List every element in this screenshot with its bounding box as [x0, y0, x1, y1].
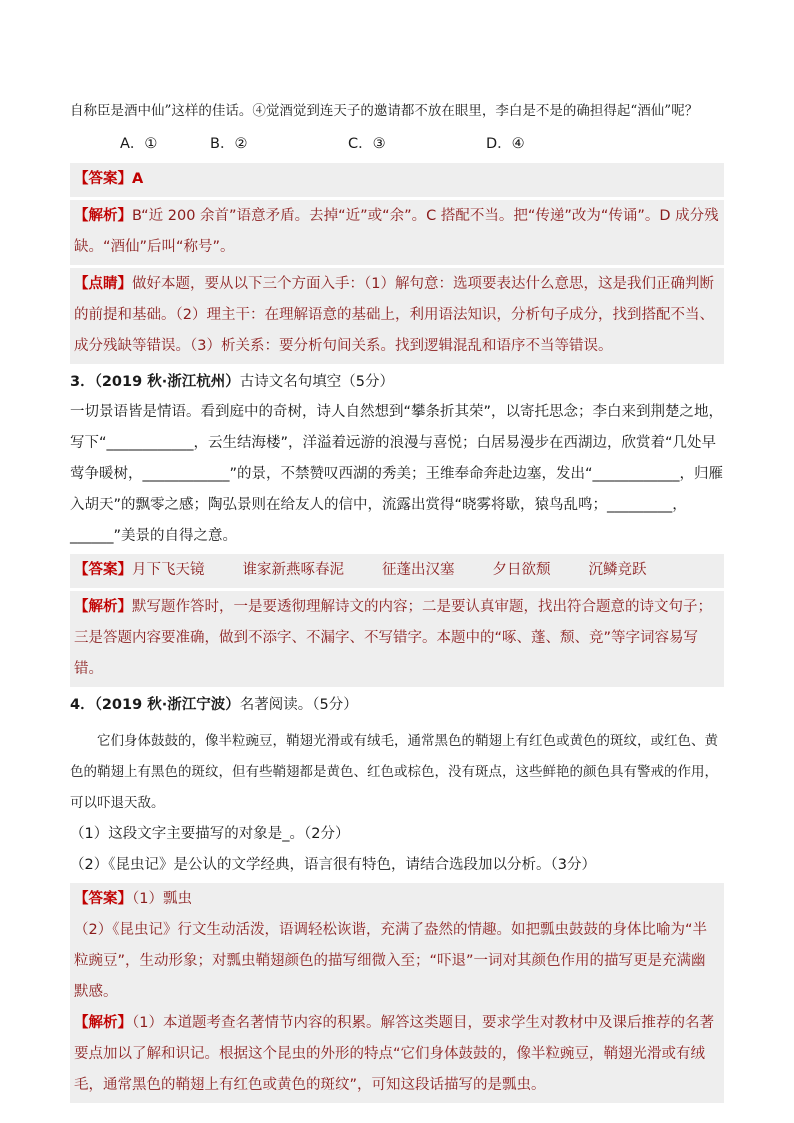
answer-item: 沉鳞竞跃	[588, 562, 647, 578]
answer-item: 征蓬出汉塞	[382, 562, 455, 578]
answer-tag: 【答案】	[74, 562, 132, 578]
answer-item: 夕日欲颓	[492, 562, 551, 578]
answer-text: A	[132, 171, 144, 187]
point-tag: 【点睛】	[74, 276, 132, 292]
answer-text: （1）瓢虫	[132, 891, 192, 907]
q4-passage: 它们身体鼓鼓的，像半粒豌豆，鞘翅光滑或有绒毛，通常黑色的鞘翅上有红色或黄色的斑纹，或红色、黄色的鞘翅上有黑色的斑纹，但有些鞘翅都是黄色、红色或棕色，没有斑点，这些鲜艳的颜色具有警戒的作用，可以吓退天敌。	[70, 733, 718, 811]
q4-number: 4．	[70, 697, 95, 713]
point-text: 做好本题，要从以下三个方面入手：（1）解句意：选项要表达什么意思，这是我们正确判断的前提和基础。（2）理主干：在理解语意的基础上，利用语法知识，分析句子成分，找到搭配不当、成分残缺等错误。（3）析关系：要分析句间关系。找到逻辑混乱和语序不当等错误。	[74, 276, 714, 354]
q2-options	[70, 127, 724, 161]
option-b: B．②	[210, 136, 248, 152]
q4-title: 名著阅读。（5分）	[239, 697, 358, 713]
q3-source: （2019 秋·浙江杭州）	[94, 374, 240, 390]
q2-point	[74, 269, 720, 362]
q4-answer-line1	[74, 884, 720, 915]
content	[70, 96, 724, 1106]
q3-body: 一切景语皆是情语。看到庭中的奇树，诗人自然想到“攀条折其荣”，以寄托思念；李白来到荆楚之地，写下“____________，云生结海楼”，洋溢着远游的浪漫与喜悦；白居易漫步在西湖边，欣赏着“几处早莺争暖树，____________”的景，不禁赞叹西湖的秀美；王维奉命奔赴边塞，发出“____________，归雁入胡天”的飘零之感；陶弘景则在给友人的信中，流露出赏得“晓雾将歇，猿鸟乱鸣；_________，______”美景的自得之意。	[70, 404, 724, 544]
option-d: D．④	[486, 136, 525, 152]
q4-header	[70, 690, 724, 720]
option-a: A．①	[120, 136, 158, 152]
q2-answer-box	[70, 163, 724, 197]
q4-answer-line2: （2）《昆虫记》行文生动活泼，语调轻松诙谐，充满了盎然的情趣。如把瓢虫鼓鼓的身体比喻为“半粒豌豆”，生动形象；对瓢虫鞘翅颜色的描写细微入至；“吓退”一词对其颜色作用的描写更是充满幽默感。	[74, 922, 707, 1000]
q3-analysis-box	[70, 591, 724, 687]
analysis-tag: 【解析】	[74, 599, 132, 615]
answer-item: 月下飞天镜	[132, 562, 205, 578]
q3-answer	[74, 555, 720, 586]
analysis-text: （1）本道题考查名著情节内容的积累。解答这类题目，要求学生对教材中及课后推荐的名著要点加以了解和识记。根据这个昆虫的外形的特点“它们身体鼓鼓的，像半粒豌豆，鞘翅光滑或有绒毛，通常黑色的鞘翅上有红色或黄色的斑纹”，可知这段话描写的是瓢虫。	[74, 1015, 714, 1093]
q3-answer-box	[70, 554, 724, 588]
q2-answer	[74, 164, 720, 195]
answer-item: 谁家新燕啄春泥	[242, 562, 344, 578]
option-c: C．③	[348, 136, 386, 152]
q4-sub2: （2）《昆虫记》是公认的文学经典，语言很有特色，请结合选段加以分析。（3分）	[70, 857, 596, 873]
q4-sub1: （1）这段文字主要描写的对象是_。（2分）	[70, 826, 350, 842]
q3-header	[70, 367, 724, 397]
analysis-text: 默写题作答时，一是要透彻理解诗文的内容；二是要认真审题，找出符合题意的诗文句子；三是答题内容要准确，做到不添字、不漏字、不写错字。本题中的“啄、蓬、颓、竞”等字词容易写错。	[74, 599, 712, 677]
q2-analysis-box	[70, 200, 724, 265]
q4-source: （2019 秋·浙江宁波）	[94, 697, 240, 713]
q2-continuation: 自称臣是酒中仙”这样的佳话。④觉酒觉到连天子的邀请都不放在眼里，李白是不是的确担得起“酒仙”呢？	[70, 103, 699, 119]
q2-point-box	[70, 268, 724, 364]
q4-answer-box	[70, 883, 724, 1103]
answer-tag: 【答案】	[74, 171, 132, 187]
answer-tag: 【答案】	[74, 891, 132, 907]
analysis-tag: 【解析】	[74, 208, 132, 224]
q4-analysis	[74, 1008, 720, 1101]
q3-title: 古诗文名句填空（5分）	[239, 374, 394, 390]
q3-analysis	[74, 592, 720, 685]
q3-number: 3．	[70, 374, 95, 390]
analysis-tag: 【解析】	[74, 1015, 132, 1031]
analysis-text: B“近 200 余首”语意矛盾。去掉“近”或“余”。C 搭配不当。把“传递”改为“传诵”。D 成分残缺。“酒仙”后叫“称号”。	[74, 208, 719, 255]
q2-analysis	[74, 201, 720, 263]
